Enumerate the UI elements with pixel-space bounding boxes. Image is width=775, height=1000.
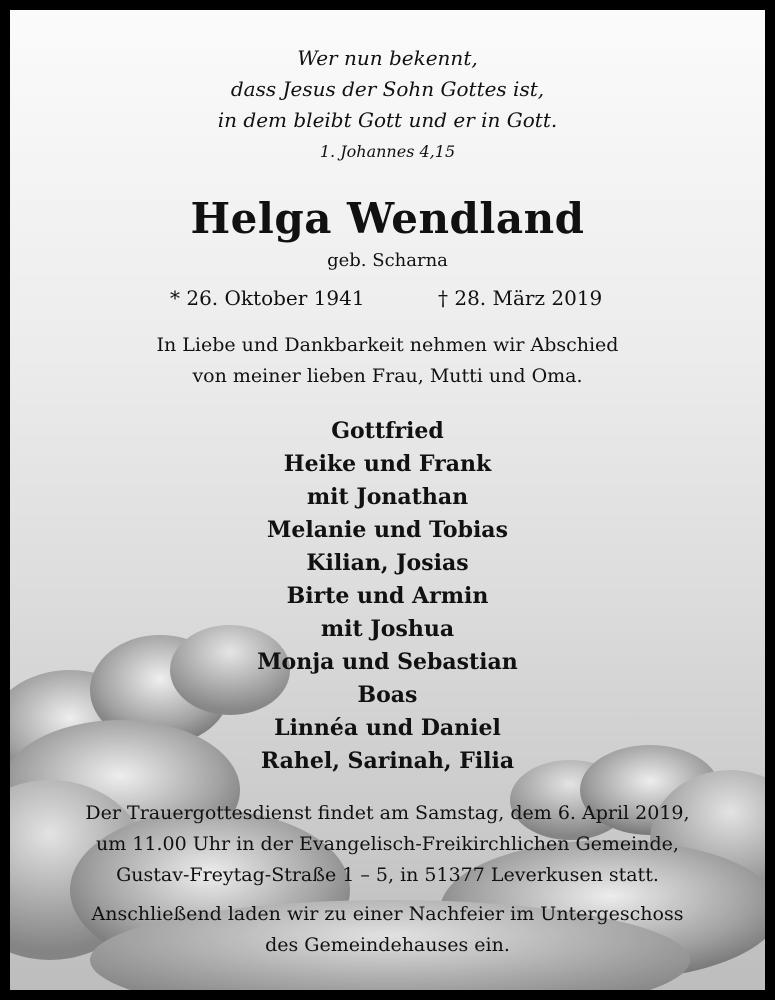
death-date: † 28. März 2019 [438, 286, 603, 310]
family-member: Rahel, Sarinah, Filia [260, 748, 515, 774]
family-member: Heike und Frank [283, 451, 492, 477]
family-member: mit Joshua [320, 616, 455, 642]
maiden-name: geb. Scharna [327, 250, 448, 271]
birth-date: * 26. Oktober 1941 [170, 286, 365, 310]
family-member: Linnéa und Daniel [274, 715, 501, 741]
reception-line-1: Anschließend laden wir zu einer Nachfeier im Untergeschoss [91, 903, 684, 925]
family-member: Melanie und Tobias [267, 517, 508, 543]
family-member: Kilian, Josias [306, 550, 469, 576]
service-line-1: Der Trauergottesdienst findet am Samstag, dem 6. April 2019, [85, 802, 690, 824]
service-line-3: Gustav-Freytag-Straße 1 – 5, in 51377 Leverkusen statt. [116, 864, 659, 886]
farewell-line-1: In Liebe und Dankbarkeit nehmen wir Abschied [156, 334, 619, 356]
family-member: Boas [357, 682, 418, 708]
verse-line-3: in dem bleibt Gott und er in Gott. [217, 108, 558, 132]
farewell-line-2: von meiner lieben Frau, Mutti und Oma. [192, 365, 583, 387]
family-member: Gottfried [331, 418, 444, 444]
family-member: Birte und Armin [286, 583, 489, 609]
family-member: mit Jonathan [306, 484, 469, 510]
service-line-2: um 11.00 Uhr in der Evangelisch-Freikirchlichen Gemeinde, [96, 833, 679, 855]
verse-line-2: dass Jesus der Sohn Gottes ist, [230, 77, 545, 101]
family-member: Monja und Sebastian [257, 649, 518, 675]
reception-line-2: des Gemeindehauses ein. [265, 934, 510, 956]
verse-line-1: Wer nun bekennt, [297, 46, 478, 70]
deceased-name: Helga Wendland [190, 194, 585, 243]
verse-reference: 1. Johannes 4,15 [319, 142, 456, 161]
